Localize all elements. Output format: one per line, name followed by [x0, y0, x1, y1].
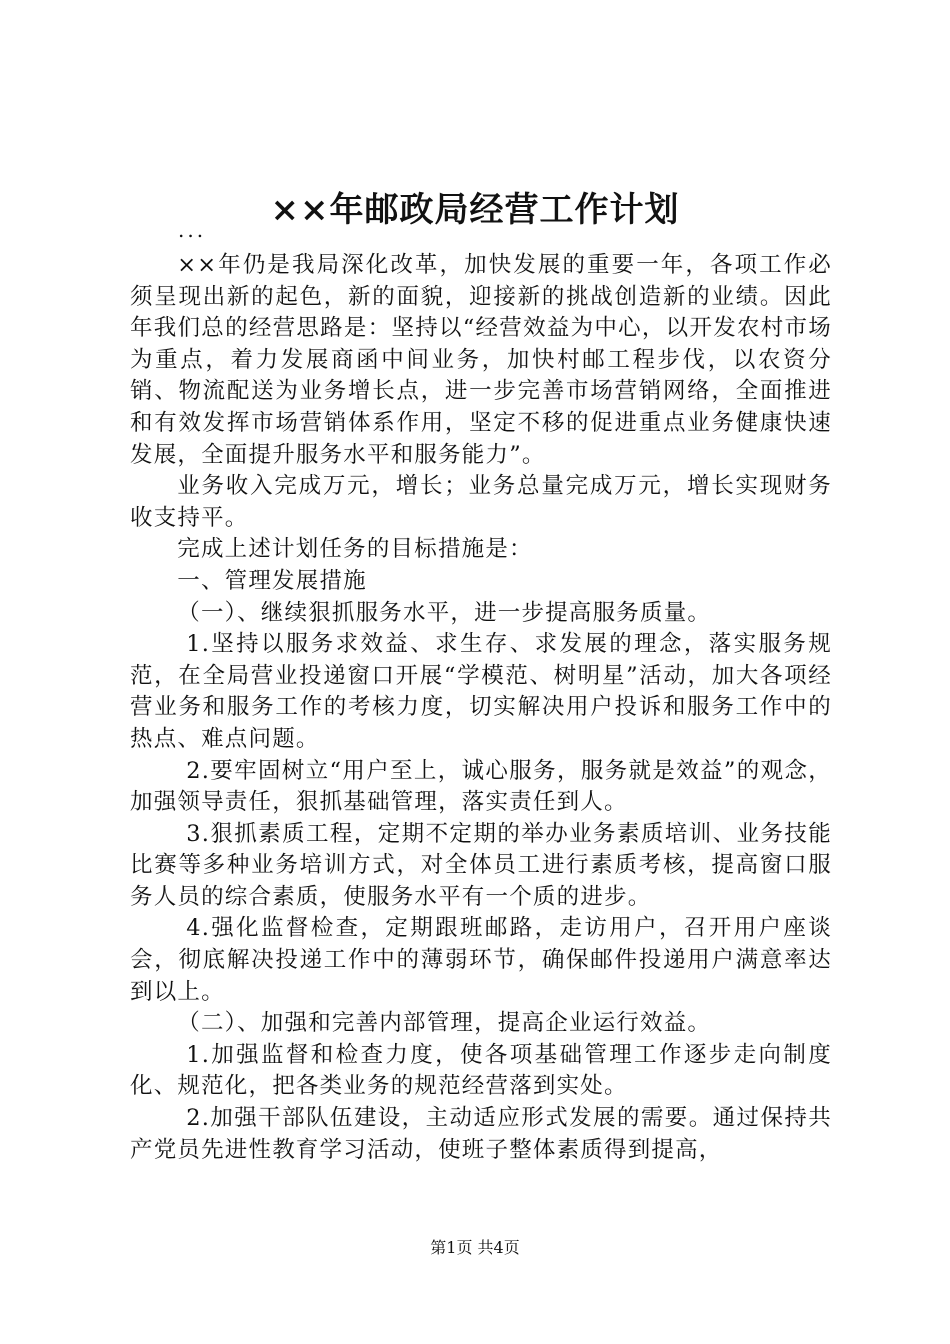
list-item-2-1: 1.加强监督和检查力度，使各项基础管理工作逐步走向制度化、规范化，把各类业务的规范经营落到实处。: [130, 1041, 832, 1100]
list-item-2-2: 2.加强干部队伍建设，主动适应形式发展的需要。通过保持共产党员先进性教育学习活动，使班子整体素质得到提高，: [130, 1105, 832, 1163]
list-item-1-2: 2.要牢固树立“用户至上，诚心服务，服务就是效益”的观念，加强领导责任，狠抓基础管理，落实责任到人。: [130, 757, 832, 816]
paragraph-intro: ××年仍是我局深化改革，加快发展的重要一年，各项工作必须呈现出新的起色，新的面貌，迎接新的挑战创造新的业绩。因此年我们总的经营思路是：坚持以“经营效益为中心，以开发农村市场为重点，着力发展商函中间业务，加快村邮工程步伐，以农资分销、物流配送为业务增长点，进一步完善市场营销网络，全面推进和有效发挥市场营销体系作用，坚定不移的促进重点业务健康快速发展，全面提升服务水平和服务能力”。: [130, 252, 832, 468]
paragraph-measures-lead: 完成上述计划任务的目标措施是：: [177, 536, 533, 563]
section-heading-1: 一、管理发展措施: [177, 567, 367, 594]
list-item-1-3: 3.狠抓素质工程，定期不定期的举办业务素质培训、业务技能比赛等多种业务培训方式，对全体员工进行素质考核，提高窗口服务人员的综合素质，使服务水平有一个质的进步。: [130, 820, 832, 910]
paragraph-targets: 业务收入完成万元，增长；业务总量完成万元，增长实现财务收支持平。: [130, 473, 832, 531]
list-item-1-1: 1.坚持以服务求效益、求生存、求发展的理念，落实服务规范，在全局营业投递窗口开展“学模范、树明星”活动，加大各项经营业务和服务工作的考核力度，切实解决用户投诉和服务工作中的热点、难点问题。: [130, 631, 832, 752]
subsection-heading-2: （二）、加强和完善内部管理，提高企业运行效益。: [177, 1010, 712, 1037]
document-title: ××年邮政局经营工作计划: [270, 190, 680, 230]
document-body: [130, 250, 832, 1166]
subsection-heading-1: （一）、继续狠抓服务水平，进一步提高服务质量。: [177, 599, 712, 626]
ellipsis-marker: ...: [178, 218, 207, 242]
list-item-1-4: 4.强化监督检查，定期跟班邮路，走访用户，召开用户座谈会，彻底解决投递工作中的薄弱环节，确保邮件投递用户满意率达到以上。: [130, 915, 832, 1005]
page-number-footer: 第1页 共4页: [430, 1238, 520, 1257]
